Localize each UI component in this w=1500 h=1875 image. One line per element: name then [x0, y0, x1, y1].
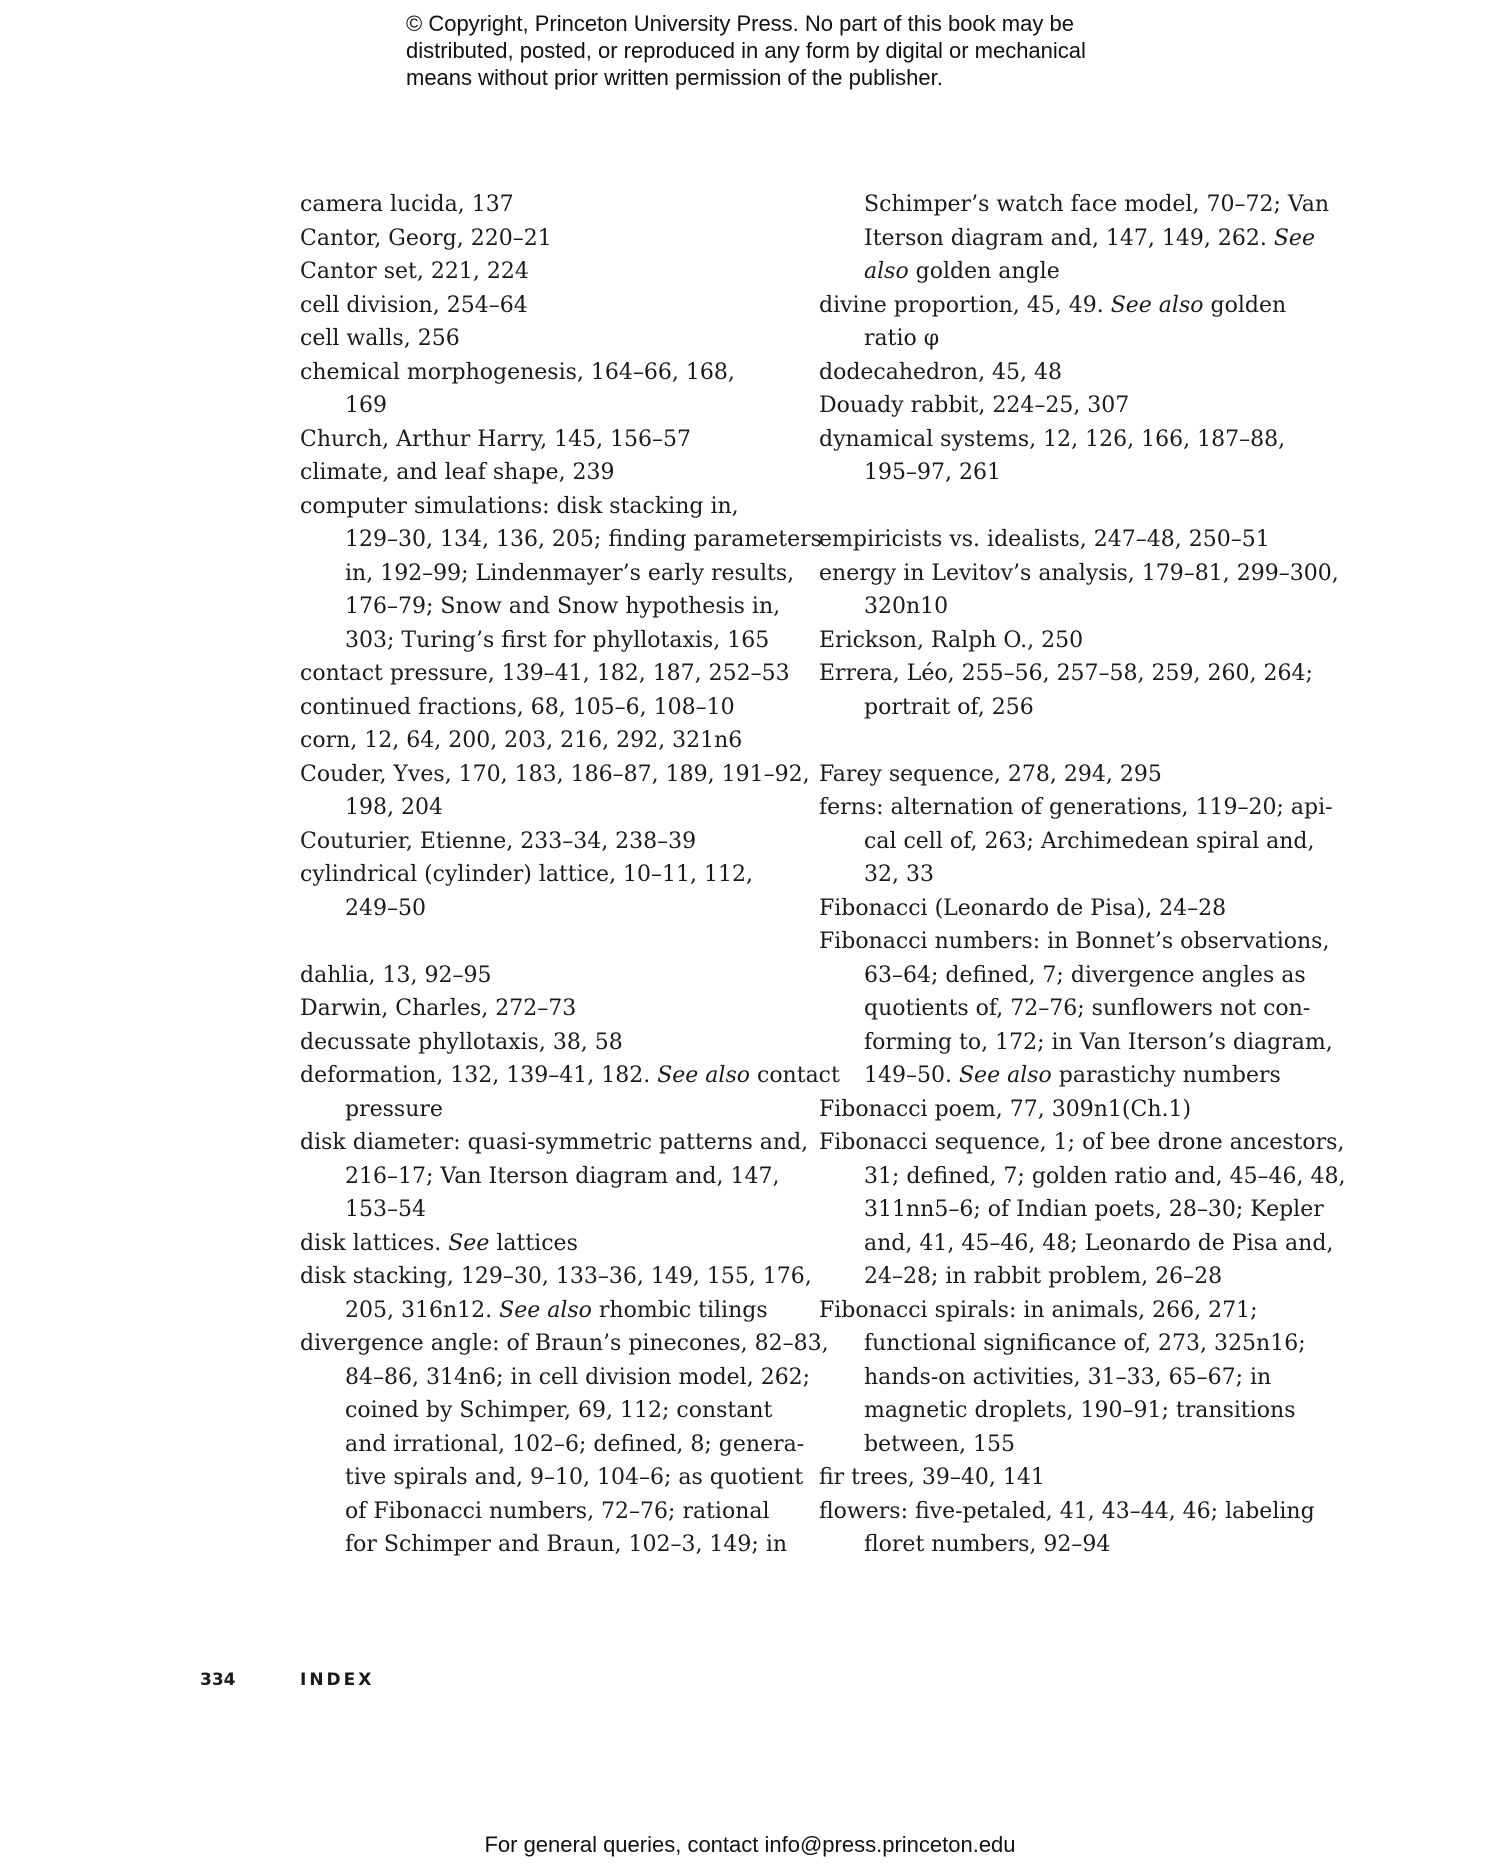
index-line	[300, 1193, 790, 1227]
index-line-text: 129–30, 134, 136, 205; finding parameters	[345, 527, 822, 552]
index-line-text: Fibonacci spirals: in animals, 266, 271;	[819, 1297, 1258, 1323]
index-line-text: functional significance of, 273, 325n16;	[864, 1331, 1306, 1356]
index-line-text-after: parastichy numbers	[1051, 1063, 1281, 1088]
index-line	[819, 255, 1309, 289]
copyright-notice	[406, 10, 1126, 91]
index-line-text: 249–50	[345, 895, 426, 921]
index-line-text: of Fibonacci numbers, 72–76; rational	[345, 1498, 770, 1524]
index-line	[300, 255, 790, 289]
index-line-text: 149–50.	[864, 1063, 959, 1088]
index-line	[300, 423, 790, 457]
index-line	[819, 523, 1309, 557]
index-line	[300, 356, 790, 390]
index-line	[819, 1260, 1309, 1294]
index-line	[819, 389, 1309, 423]
index-line-text: magnetic droplets, 190–91; transitions	[864, 1398, 1296, 1423]
index-line	[300, 1260, 812, 1294]
index-line	[300, 992, 790, 1026]
index-line-text: 303; Turing’s first for phyllotaxis, 165	[345, 627, 770, 653]
index-line	[819, 758, 1309, 792]
index-line-text: Iterson diagram and, 147, 149, 262.	[864, 225, 1274, 251]
index-line	[300, 1093, 790, 1127]
index-line-text: Douady rabbit, 224–25, 307	[819, 393, 1130, 418]
index-line	[819, 1428, 1309, 1462]
index-line	[300, 624, 790, 658]
index-line	[300, 825, 790, 859]
index-line	[300, 959, 790, 993]
index-line	[819, 1461, 1309, 1495]
index-line-text: Darwin, Charles, 272–73	[300, 996, 577, 1021]
index-column-left	[300, 188, 840, 1562]
index-line	[300, 691, 790, 725]
index-line	[819, 959, 1309, 993]
index-line	[300, 1327, 829, 1361]
index-line	[300, 523, 822, 557]
index-line-text: 198, 204	[345, 795, 443, 820]
index-line	[819, 590, 1309, 624]
index-line-text: pressure	[345, 1096, 443, 1122]
index-line	[300, 1461, 804, 1495]
index-line	[819, 691, 1309, 725]
index-line-text: 169	[345, 393, 387, 418]
index-cross-reference: See also	[1110, 292, 1204, 318]
index-cross-reference: also	[864, 259, 909, 284]
index-line	[819, 423, 1309, 457]
page-number: 334	[200, 1670, 236, 1690]
index-line-text: empiricists vs. idealists, 247–48, 250–51	[819, 527, 1270, 552]
index-column-right	[819, 188, 1346, 1562]
index-line-text: continued fractions, 68, 105–6, 108–10	[300, 694, 735, 720]
index-section-gap	[819, 490, 1309, 524]
index-line	[300, 1126, 809, 1160]
index-line-text: cell division, 254–64	[300, 292, 528, 318]
index-line-text: Church, Arthur Harry, 145, 156–57	[300, 426, 692, 452]
index-line-text: camera lucida, 137	[300, 192, 514, 217]
index-line	[300, 222, 790, 256]
index-line	[300, 892, 790, 926]
index-line	[300, 322, 790, 356]
index-line	[300, 490, 790, 524]
index-line-text: flowers: five-petaled, 41, 43–44, 46; labeling	[819, 1498, 1315, 1524]
index-line	[819, 1294, 1309, 1328]
index-line-text-after: contact	[750, 1063, 840, 1088]
index-line-text: Fibonacci (Leonardo de Pisa), 24–28	[819, 895, 1227, 921]
index-line-text: Cantor, Georg, 220–21	[300, 225, 552, 251]
index-line	[819, 1227, 1334, 1261]
copyright-line: distributed, posted, or reproduced in any form by digital or mechanical	[406, 38, 1086, 63]
index-line	[819, 1528, 1309, 1562]
index-line-text: tive spirals and, 9–10, 104–6; as quotient	[345, 1465, 804, 1490]
index-line-text: divergence angle: of Braun’s pinecones, 82–83,	[300, 1331, 829, 1356]
index-line-text: cell walls, 256	[300, 326, 460, 351]
index-line	[300, 1227, 790, 1261]
index-line	[819, 1327, 1309, 1361]
index-cross-reference: See	[1273, 225, 1315, 251]
index-line-text: coined by Schimper, 69, 112; constant	[345, 1398, 773, 1423]
index-line-text: 153–54	[345, 1197, 426, 1222]
index-line-text: portrait of, 256	[864, 694, 1034, 720]
index-line-text: 320n10	[864, 594, 949, 619]
index-line	[819, 1394, 1309, 1428]
index-line-text-after: lattices	[489, 1230, 578, 1256]
index-section-gap	[819, 724, 1309, 758]
index-line	[300, 590, 790, 624]
index-line	[300, 1059, 840, 1093]
index-line	[300, 456, 790, 490]
index-line	[300, 557, 795, 591]
index-line-text: disk lattices.	[300, 1230, 449, 1256]
index-line	[819, 557, 1339, 591]
index-line-text: ferns: alternation of generations, 119–20; api-	[819, 795, 1333, 820]
index-line	[819, 992, 1309, 1026]
index-line-text: Fibonacci poem, 77, 309n1(Ch.1)	[819, 1096, 1192, 1122]
index-cross-reference: See also	[657, 1063, 750, 1088]
index-line-text: forming to, 172; in Van Iterson’s diagram,	[864, 1029, 1333, 1055]
index-cross-reference: See also	[499, 1297, 592, 1323]
index-line-text: and, 41, 45–46, 48; Leonardo de Pisa and,	[864, 1230, 1334, 1256]
index-line	[819, 858, 1309, 892]
index-line	[819, 825, 1315, 859]
index-line-text: ratio φ	[864, 326, 940, 351]
index-line	[819, 1193, 1324, 1227]
index-line-text: and irrational, 102–6; defined, 8; genera-	[345, 1431, 805, 1457]
index-line	[819, 289, 1309, 323]
index-line-text: Farey sequence, 278, 294, 295	[819, 761, 1162, 787]
index-line	[300, 289, 790, 323]
index-cross-reference: See	[448, 1230, 490, 1256]
index-line-text: Schimper’s watch face model, 70–72; Van	[864, 192, 1329, 217]
index-line-text: 216–17; Van Iterson diagram and, 147,	[345, 1163, 780, 1189]
index-line-text: between, 155	[864, 1431, 1015, 1457]
index-line	[819, 1093, 1309, 1127]
index-line-text: Fibonacci sequence, 1; of bee drone ancestors,	[819, 1130, 1345, 1155]
index-line	[300, 791, 790, 825]
index-line-text: Erickson, Ralph O., 250	[819, 627, 1084, 653]
index-line	[819, 1495, 1315, 1529]
index-line-text: Couder, Yves, 170, 183, 186–87, 189, 191–92,	[300, 761, 810, 787]
index-line	[819, 356, 1309, 390]
index-line-text: 63–64; defined, 7; divergence angles as	[864, 962, 1306, 988]
index-line-text: Couturier, Etienne, 233–34, 238–39	[300, 828, 697, 854]
index-line	[819, 1160, 1346, 1194]
index-line	[819, 925, 1330, 959]
index-line	[819, 222, 1315, 256]
index-line-text: Fibonacci numbers: in Bonnet’s observations,	[819, 929, 1330, 954]
index-line-text: 84–86, 314n6; in cell division model, 262;	[345, 1364, 811, 1390]
index-line-text: Cantor set, 221, 224	[300, 259, 529, 284]
copyright-line: means without prior written permission of the publisher.	[406, 65, 943, 90]
index-line	[819, 624, 1309, 658]
index-line-text: deformation, 132, 139–41, 182.	[300, 1063, 658, 1088]
index-line	[300, 1428, 805, 1462]
index-line-text: 195–97, 261	[864, 460, 1001, 485]
index-line-text: hands-on activities, 31–33, 65–67; in	[864, 1364, 1272, 1390]
index-line	[300, 758, 810, 792]
index-section-gap	[300, 925, 790, 959]
index-line-text: 32, 33	[864, 862, 934, 887]
index-line	[300, 657, 790, 691]
index-line-text: computer simulations: disk stacking in,	[300, 493, 739, 519]
index-cross-reference: See also	[958, 1063, 1052, 1088]
index-line-text: chemical morphogenesis, 164–66, 168,	[300, 359, 735, 385]
index-line-text: disk diameter: quasi-symmetric patterns and,	[300, 1130, 809, 1155]
index-line	[300, 724, 790, 758]
index-line-text: Errera, Léo, 255–56, 257–58, 259, 260, 264;	[819, 661, 1313, 686]
index-line	[300, 188, 790, 222]
index-line-text: dynamical systems, 12, 126, 166, 187–88,	[819, 426, 1286, 452]
index-line-text-after: rhombic tilings	[591, 1297, 768, 1323]
index-line	[819, 456, 1309, 490]
index-line	[300, 1160, 790, 1194]
index-line-text: energy in Levitov’s analysis, 179–81, 299–300,	[819, 560, 1339, 586]
index-line-text: floret numbers, 92–94	[864, 1532, 1111, 1557]
index-line-text: for Schimper and Braun, 102–3, 149; in	[345, 1532, 788, 1557]
index-line	[300, 1394, 790, 1428]
index-line	[300, 1294, 790, 1328]
index-line-text: fir trees, 39–40, 141	[819, 1465, 1045, 1490]
index-line-text: 176–79; Snow and Snow hypothesis in,	[345, 594, 781, 619]
index-line-text: decussate phyllotaxis, 38, 58	[300, 1029, 623, 1055]
index-line-text: dodecahedron, 45, 48	[819, 359, 1063, 385]
index-line	[300, 1528, 790, 1562]
index-line-text: dahlia, 13, 92–95	[300, 962, 492, 988]
index-line-text: 31; defined, 7; golden ratio and, 45–46, 48,	[864, 1163, 1346, 1189]
contact-line: For general queries, contact info@press.princeton.edu	[484, 1832, 1016, 1857]
index-line-text-after: golden angle	[908, 259, 1060, 284]
index-line	[819, 892, 1309, 926]
index-line-text: disk stacking, 129–30, 133–36, 149, 155, 176,	[300, 1264, 812, 1289]
index-line-text: 205, 316n12.	[345, 1297, 500, 1323]
index-line	[819, 657, 1313, 691]
index-line-text: quotients of, 72–76; sunflowers not con-	[864, 996, 1311, 1021]
index-line-text: in, 192–99; Lindenmayer’s early results,	[345, 560, 795, 586]
index-line	[819, 1361, 1309, 1395]
index-line-text: corn, 12, 64, 200, 203, 216, 292, 321n6	[300, 728, 743, 753]
index-line-text-after: golden	[1203, 292, 1287, 318]
index-line	[300, 1495, 790, 1529]
index-line-text: 24–28; in rabbit problem, 26–28	[864, 1264, 1223, 1289]
running-head: INDEX	[300, 1670, 375, 1690]
index-line-text: divine proportion, 45, 49.	[819, 292, 1111, 318]
index-line-text: cylindrical (cylinder) lattice, 10–11, 112,	[300, 862, 754, 887]
index-line-text: climate, and leaf shape, 239	[300, 460, 615, 485]
index-line	[300, 1361, 811, 1395]
index-line-text: cal cell of, 263; Archimedean spiral and,	[864, 828, 1315, 854]
index-line	[300, 1026, 790, 1060]
copyright-line: © Copyright, Princeton University Press. No part of this book may be	[406, 11, 1074, 36]
index-line-text: 311nn5–6; of Indian poets, 28–30; Kepler	[864, 1197, 1324, 1222]
index-line	[300, 389, 790, 423]
index-line	[819, 1059, 1309, 1093]
index-line	[819, 188, 1329, 222]
index-line	[819, 791, 1333, 825]
index-line	[300, 858, 790, 892]
index-line-text: contact pressure, 139–41, 182, 187, 252–53	[300, 661, 790, 686]
index-line	[819, 322, 1309, 356]
index-line	[819, 1126, 1345, 1160]
index-line	[819, 1026, 1333, 1060]
